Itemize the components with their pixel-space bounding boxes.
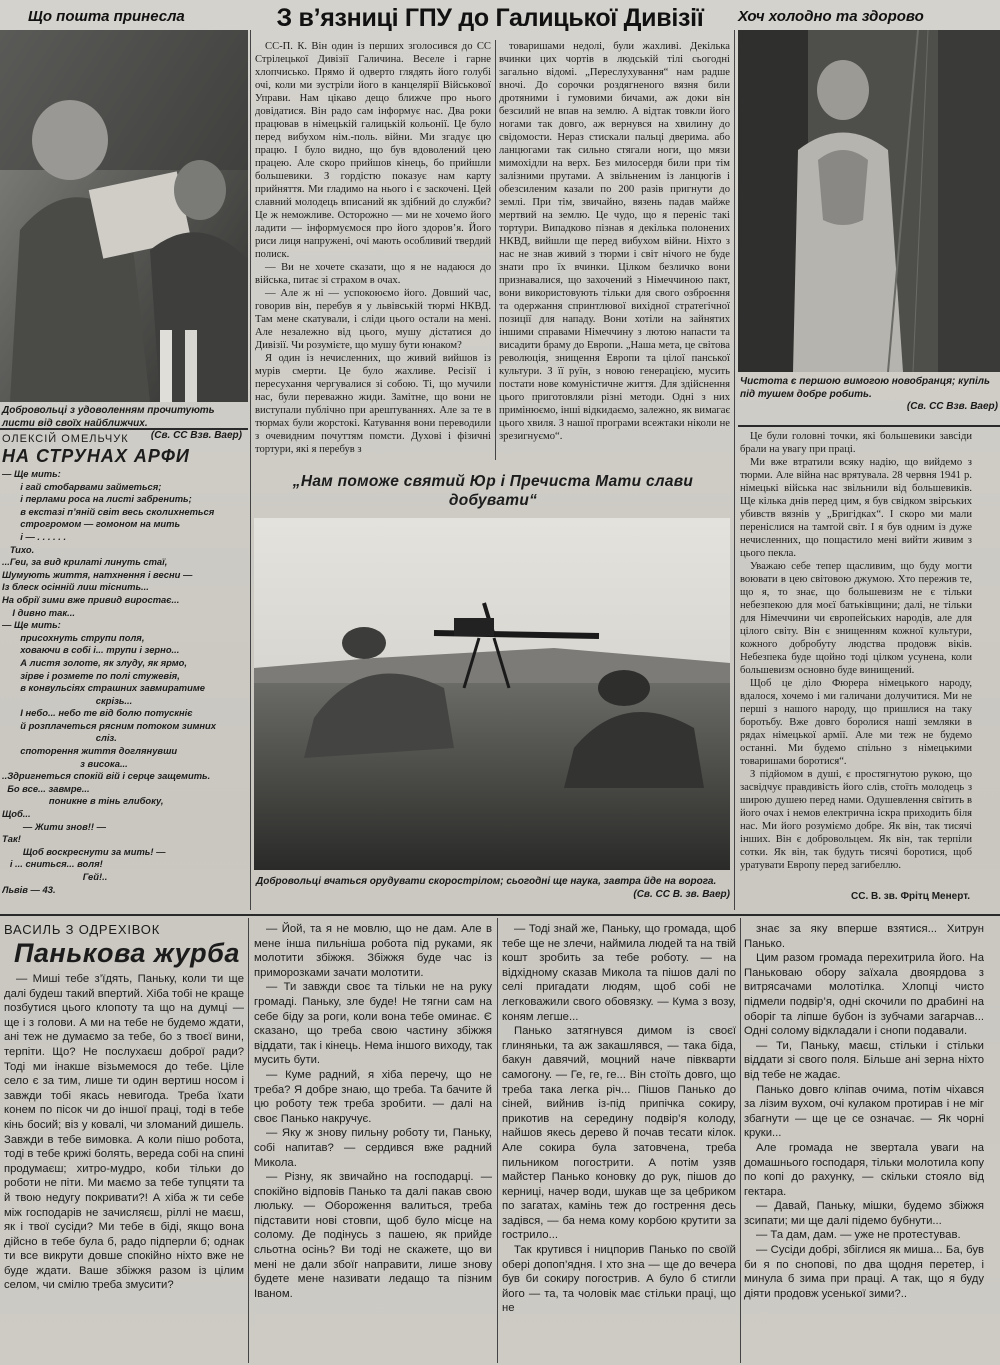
right-photo-caption-text: Чистота є першою вимогою новобранця; купіль під тушем добре робить.: [740, 376, 990, 400]
left-photo-credit: (Св. СС Взв. Ваер): [150, 430, 242, 441]
article-col3-paragraph: З підйомом в душі, є простягнутою рукою, що засвідчує правдивість його слів, стоїть молодець з широю душею перед нами. Одушевлення світить в його очах і немов електрична іскра приходить біля нас. Ми його розуміємо добре. Як він, так тисячі інших. Він є добровольцем. Як він, так терпіли сотки. Як він, так будуть тисячі боротися, щоб уратувати Европу перед загибеллю.: [740, 769, 972, 871]
story-col2-paragraph: — Різну, як звичайно на господарці. — спокійно відповів Панько та далі пакав свою люльку. — Обороження валиться, треба підставити нові стовпи, щоб було місце на солому. Де подінусь з пашею, як прийде сльотна осінь? Ви тоді не скажете, що ви мені не дали збоїг направити, лише знову будете мене називати ледащо та пізним Іваном.: [254, 1171, 492, 1300]
poem-line: — Ще мить:: [2, 619, 61, 631]
article-col3-paragraph: Уважаю себе тепер щасливим, що буду могти воювати в цею світовою джумою. Хто пережив те, що я, то знає, що большевизм не є тільки небезпекою для моєї батьківщини; далі, не тільки для Німеччини чи європейських народів, але для цілого світу. Він є знищенням кожної культури, кожного добробуту людства продовж віків. Небезпека буде щойно тоді цілком усунена, коли большевизм основно буде винищений.: [740, 561, 972, 676]
poem-line: Львів — 43.: [2, 883, 56, 895]
story-col4-paragraph: — Та дам, дам. — уже не протестував.: [756, 1229, 961, 1242]
story-col4-paragraph: — Сусіди добрі, збіглися як миша... Ба, був би я по снопові, по два щодня перетер, і минула б зима при праці. А так, що я буду діяти продовж усенької зими?..: [744, 1244, 984, 1300]
poem-line: — Жити знов!! —: [2, 820, 106, 832]
poem-line: і — . . . . . .: [2, 530, 67, 542]
poem-line: ..Здригнеться спокій вій і серце защемить.: [2, 770, 211, 782]
story-col1-paragraph: — Миші тебе з’їдять, Паньку, коли ти ще далі будеш такий впертий. Хіба тобі не краще позбутися цього клопоту та що на думці — ще і з голови. А ми на тебе не будемо ждати, ані теж не думаємо за тебе, бо з твоєї вини, терпіти. Що? Не послухаєш доброї ради? Тоді ми інакше візьмемося до тебе. Ціле село є за тим, лише ти один вертиш носом і завжди тобі якась невигода. Треба їхати конем по пісок чи до іншої праці, тоді в тебе кінь босий; віз у ковалі, чи зломаний дишель. Завжди в тебе вимовка. А коли пішо робота, тоді в тебе крижі болять, вереда собі на спині продумаєш; хитро-мудро, коби тільки до роботи не піти. Ми маємо за тебе тупцяти та й твою недугу покривати?! А хіба ж ти себе між господарів не зачисляєш, ріллі не маєш, як і твої сусіди? Ми тебе в біді, якщо вона дійсно в тебе була б, радо підперли б; однак ти все викрути довше спокійно ніхто вже не буде ждати. Ваше збіжжя разом із цілим селом, чи смілю треба змусити?: [4, 973, 244, 1292]
poem-line: споторення життя доглянувши: [2, 745, 178, 757]
story-column-4: [744, 922, 984, 1362]
article-signature: СС. В. зв. Фрітц Менерт.: [851, 891, 970, 902]
poem-line: Шумують життя, натхнення і весни —: [2, 568, 193, 580]
article-col1-paragraph: — Але ж ні — успокоюємо його. Довший час, говорив він, перебув я у львівській тюрмі НКВД. Там мене скатували, і сліди цього остали на мені. Але незалежно від цього, мушу дістатися до Дивізії. Чи розумієте, що мушу бути юнаком?: [255, 288, 491, 351]
column-divider: [734, 30, 735, 910]
poem-line: скрізь...: [2, 694, 133, 706]
article-column-2: [499, 40, 730, 460]
poem-line: Щоб воскреснути за мить! —: [2, 845, 166, 857]
column-divider: [248, 918, 249, 1363]
poem-line: Бо все... завмре...: [2, 782, 90, 794]
left-photo-caption-text: Добровольці з удоволенням прочитують листи від своїх найближчих.: [2, 405, 215, 429]
poem-line: з висока...: [2, 757, 128, 769]
poem-line: поникне в тінь глибоку,: [2, 795, 164, 807]
story-col4-paragraph: — Давай, Паньку, мішки, будемо збіжжя зсипати; ми ще далі підемо бубнути...: [744, 1200, 984, 1227]
column-divider: [497, 918, 498, 1363]
article-col3-paragraph: Щоб це діло Фюрера німецького народу, вдалося, хочемо і ми галичани долучитися. Ми не перші з нашого народу, що пришлися на таку боротьбу. Вже довго боролися наші земляки в рядах німецької армії. Але ми теж не будемо останні. Ми будемо спільно з німецькими товаришами боротися“.: [740, 678, 972, 767]
poem-line: присохнуть струпи поля,: [2, 631, 145, 643]
mid-photo-caption: [256, 876, 730, 901]
poem-line: зірве і розмете по полі стужевія,: [2, 669, 180, 681]
column-divider: [250, 30, 251, 910]
right-photo-caption: [740, 376, 998, 414]
poem-line: — Ще мить:: [2, 468, 61, 479]
story-title: Панькова журба: [14, 938, 240, 968]
poem-line: А листя золоте, як злуду, як ярмо,: [2, 656, 188, 668]
photo-recruit-shower: [738, 30, 1000, 372]
poem-line: Тихо.: [2, 543, 35, 555]
story-col3-paragraph: — Тоді знай же, Паньку, що громада, щоб тебе ще не злечи, наймила людей та на твій кошт зробить за тебе роботу. — на відхідному сказав Микола та пішов далі по селі пригадати людям, щоб собі не легковажили свого обовязку. — Кума з возу, коням легше...: [502, 923, 736, 1023]
poem-line: і ... сниться... воля!: [2, 858, 103, 870]
article-col1-paragraph: Я один із нечисленних, що живий вийшов із мурів смерти. Це було жахливе. Ресізії і пересухання чергувалися зі собою. Ті, що мучили нас, були переважно жиди. Замітне, що вони не виступали публічно при арештуваннях. Але за те в тюрмах були жорстокі. Катування вони переводили з очевидним почуттям помсти. Духові і фізичні тортури, які я перебув з: [255, 353, 491, 455]
poem-author: ОЛЕКСІЙ ОМЕЛЬЧУК: [2, 433, 129, 445]
poem-body: [2, 468, 246, 896]
mid-photo-credit: (Св. СС В. зв. Ваер): [633, 888, 730, 900]
mid-photo-caption-text: Добровольці вчаться орудувати скорострілом; сьогодні ще наука, завтра йде на ворога.: [256, 876, 717, 887]
poem-line: і перлами роса на листі забренить;: [2, 493, 192, 505]
article-col1-paragraph: — Ви не хочете сказати, що я не надаюся до війська, питає зі страхом в очах.: [255, 262, 491, 286]
poem-line: строгромом — гомоном на мить: [2, 518, 181, 530]
story-col2-paragraph: — Ти завжди своє та тільки не на руку громаді. Паньку, зле буде! Не тягни сам на себе біду за роги, коли вона тебе оминає. Є сказано, що треба свою частину збіжжя віддати, так і кінець. Нема іншого виходу, так мусить бути.: [254, 981, 492, 1067]
right-section-rule: [738, 425, 1000, 427]
article-column-1: [255, 40, 491, 460]
left-section-rule: [0, 428, 248, 430]
story-col3-paragraph: Панько затягнувся димом із своєї глиняньки, та аж закашлявся, — така біда, бакун давячий, моцний наче півкварти самогону. — Ге, ге, ге... Він стоїть довго, що треба така легка річ... Пішов Панько до сіней, вийнив із-під припічка сокиру, прикотив на середину подвір’я колоду, найшов якесь дерево й почав тесати кілок. Але сокира була затовчена, треба пильником погострити. А потім узяв майстер Панько коновку до рук, пішов до керниці, начер води, шукав ще за цебриком по загатах, камінь теж до гострення десь задівся, — ба нема кому корбою крутити за гострило...: [502, 1025, 736, 1242]
poem-line: Щоб...: [2, 808, 31, 820]
poem-title: НА СТРУНАХ АРФИ: [2, 446, 190, 466]
story-col2-paragraph: — Куме радний, я хіба перечу, що не треба? Я добре знаю, що треба. Та бачите й цю роботу теж треба зробити. — далі на своє Панько накручує.: [254, 1068, 492, 1125]
column-divider: [495, 40, 496, 460]
column-divider: [740, 918, 741, 1363]
poem-line: І дивно так...: [2, 606, 75, 618]
poem-line: в конвульсіях страшних завмиратиме: [2, 682, 205, 694]
poem-line: в екстазі п’яній світ весь сколихнеться: [2, 505, 215, 517]
mid-headline: „Нам поможе святий Юр і Пречиста Мати слави добувати“: [292, 473, 694, 509]
article-col3-paragraph: Це були головні точки, які большевики завсіди брали на увагу при праці.: [740, 431, 972, 455]
poem-line: Так!: [2, 833, 21, 845]
article-col3-paragraph: Ми вже втратили всяку надію, що вийдемо з тюрми. Але війна нас врятувала. 28 червня 1941 р. німецькі війська нас звільнили від большевиків. Ще кілька днів перед цим, я був свідком звірських убивств вязнів у „Бригідках“. І скоро ми мали переніслися на тамтой світ. І я був одним із дуже нечисленних, що пощастило мені вийти живим з цього пекла.: [740, 457, 972, 559]
photo-volunteers-reading-letters: [0, 30, 248, 402]
story-section-rule: [0, 914, 1000, 916]
poem-line: І небо... небо те від болю потускніє: [2, 707, 193, 719]
story-col4-paragraph: Панько довго кліпав очима, потім чіхався за лізим вухом, очі кулаком протирав і не міг збагнути — ще це се означає. — Як чорні круки...: [744, 1083, 984, 1140]
poem-line: ...Геи, за вид крилаті линуть стаї,: [2, 556, 168, 568]
poem-line: сліз.: [2, 732, 117, 744]
poem-line: ховаючи в собі і... трупи і зерно...: [2, 644, 180, 656]
story-col2-paragraph: — Яку ж знову пильну роботу ти, Паньку, собі напитав? — сердився вже радний Микола.: [254, 1127, 492, 1169]
poem-line: і гай стобарвами займеться;: [2, 480, 162, 492]
story-column-3: [502, 922, 736, 1362]
story-column-1: [4, 972, 244, 1362]
story-col2-paragraph: — Йой, та я не мовлю, що не дам. Але в мене інша пильніша робота під руками, як молотити збіжжя. Збіжжя буде час із приморозками зачати молотити.: [254, 923, 492, 979]
story-col4-paragraph: Але громада не звертала уваги на домашнього господаря, тільки молотила копу по копі до рахунку, — скільки стояло від гектара.: [744, 1141, 984, 1198]
poem-line: Із блеск осінній лиш тіснить...: [2, 581, 149, 593]
main-article-title: З в’язниці ГПУ до Галицької Дивізії: [276, 4, 704, 32]
article-col2-paragraph: товаришами недолі, були жахливі. Декілька вчинки цих чортів в людській тілі сьогодні загально відомі. „Переслухування“ нам радше вночі. До сорочки роздягненого вязня били дротяними і гумовими бичами, аж доки він безсилий не впав на землю. А відтак товкли його ногами так довго, аж вернувся на хвилину до свідомости. Нераз стискали пальці дверима. або ланцюгами так сильно стягали ноги, що мязи мимохідли на верх. Без милосердя били при тім залізними прутами. А звільненим із ланцюгів і обезсиленим казали по 200 разів пригнути до землі. При тім, звичайно, вязень падав майже мертвий на землю. Це чудо, що я переніс такі тортури. Випадково пізнав я декілька полонених НКВД, вийшли ще перед вибухом війни. Ніхто з нас не знав живий з тюрми і світ нічого не буде знати про їх вчинки. Цілком безличко вони признавалися, що захочений з Німеччиною пакт, вони використовують тільки для свого озброєння та одержання спринтлювої вихідної стратегічної позиції для нападу. Вони хотіли на зайнятих іншими справами Німеччину з лютою напасти та висадити браму до Европи. „Наша мета, це світова революція, знищення Европи та цілої панської культури. З її руїн, з новою генерацією, мусить постати нове комуністичне життя. Для здійснення цього приготовляли різні методи. Одні з них примінюємо, інші відкидаємо, залежно, як вимагає цього хвиля. З нашої програми всежтаки ніколи не зрезигнуємо“.: [499, 41, 730, 442]
left-photo-header: Що пошта принесла: [28, 8, 185, 25]
poem-line: й розплачеться рясним потоком зимних: [2, 719, 216, 731]
right-photo-header: Хоч холодно та здорово: [738, 8, 924, 25]
right-photo-credit: (Св. СС Взв. Ваер): [906, 401, 998, 412]
story-col4-paragraph: Цим разом громада перехитрила його. На Паньковаю обору заїхала двоярдова з витрясачами молотілка. Хлопці чисто підмели подвір’я, одні скочили по драбині на оборіг та ліпше бубон із зубчами загарчав... Одні солому відкладали і снопи подавали.: [744, 952, 984, 1038]
story-column-2: [254, 922, 492, 1362]
article-col1-paragraph: СС-П. К. Він один із перших зголосився до СС Стрілецької Дивізії Галичина. Веселе і гарне хлопчисько. Прямо й одверто глядять його голубі очі, коли ми зустріли його в канцелярії Військової Управи. Нам цікаво дещо ближче про нього довідатися. Він радо сам інформує нас. Два роки працював в німецькій галицькій кольонії. Це було перед вибухом нім.-поль. війни. Ми згадує цю працю. І було видно, що був вдоволений цею працею. Але скоро прийшов кінець, бо прийшли большевики. З гордістю показує нам карту прийняття. Ми гладимо на нього і є заскочені. Цей славний молодець вписаний як здібний до служби? Це ж неможливе. Осторожно — ми не хочемо його ладити — інформуємося про його здоров’я. Його риси лиця напружені, очі мають особливий твердий полиск.: [255, 41, 491, 260]
photo-machine-gun-training: [254, 518, 730, 870]
story-col4-paragraph: — Ти, Паньку, маєш, стільки і стільки віддати зі свого поля. Більше ані зерна ніхто від тебе не жадає.: [744, 1039, 984, 1081]
story-col3-paragraph: Так крутився і ницпорив Панько по своїй обері допоп’ядня. І хто зна — ще до вечера був би сокиру погострив. А було б стигли його — та, та чоловік має стільки праці, що не: [502, 1244, 736, 1315]
poem-line: На обрії зими вже привид виростає...: [2, 593, 180, 605]
article-column-3: [740, 430, 972, 888]
story-col4-paragraph: знає за яку вперше взятися... Хитрун Панько.: [744, 923, 984, 950]
story-author: ВАСИЛЬ З ОДРЕХІВОК: [4, 922, 161, 937]
poem-line: Гей!..: [2, 871, 108, 882]
